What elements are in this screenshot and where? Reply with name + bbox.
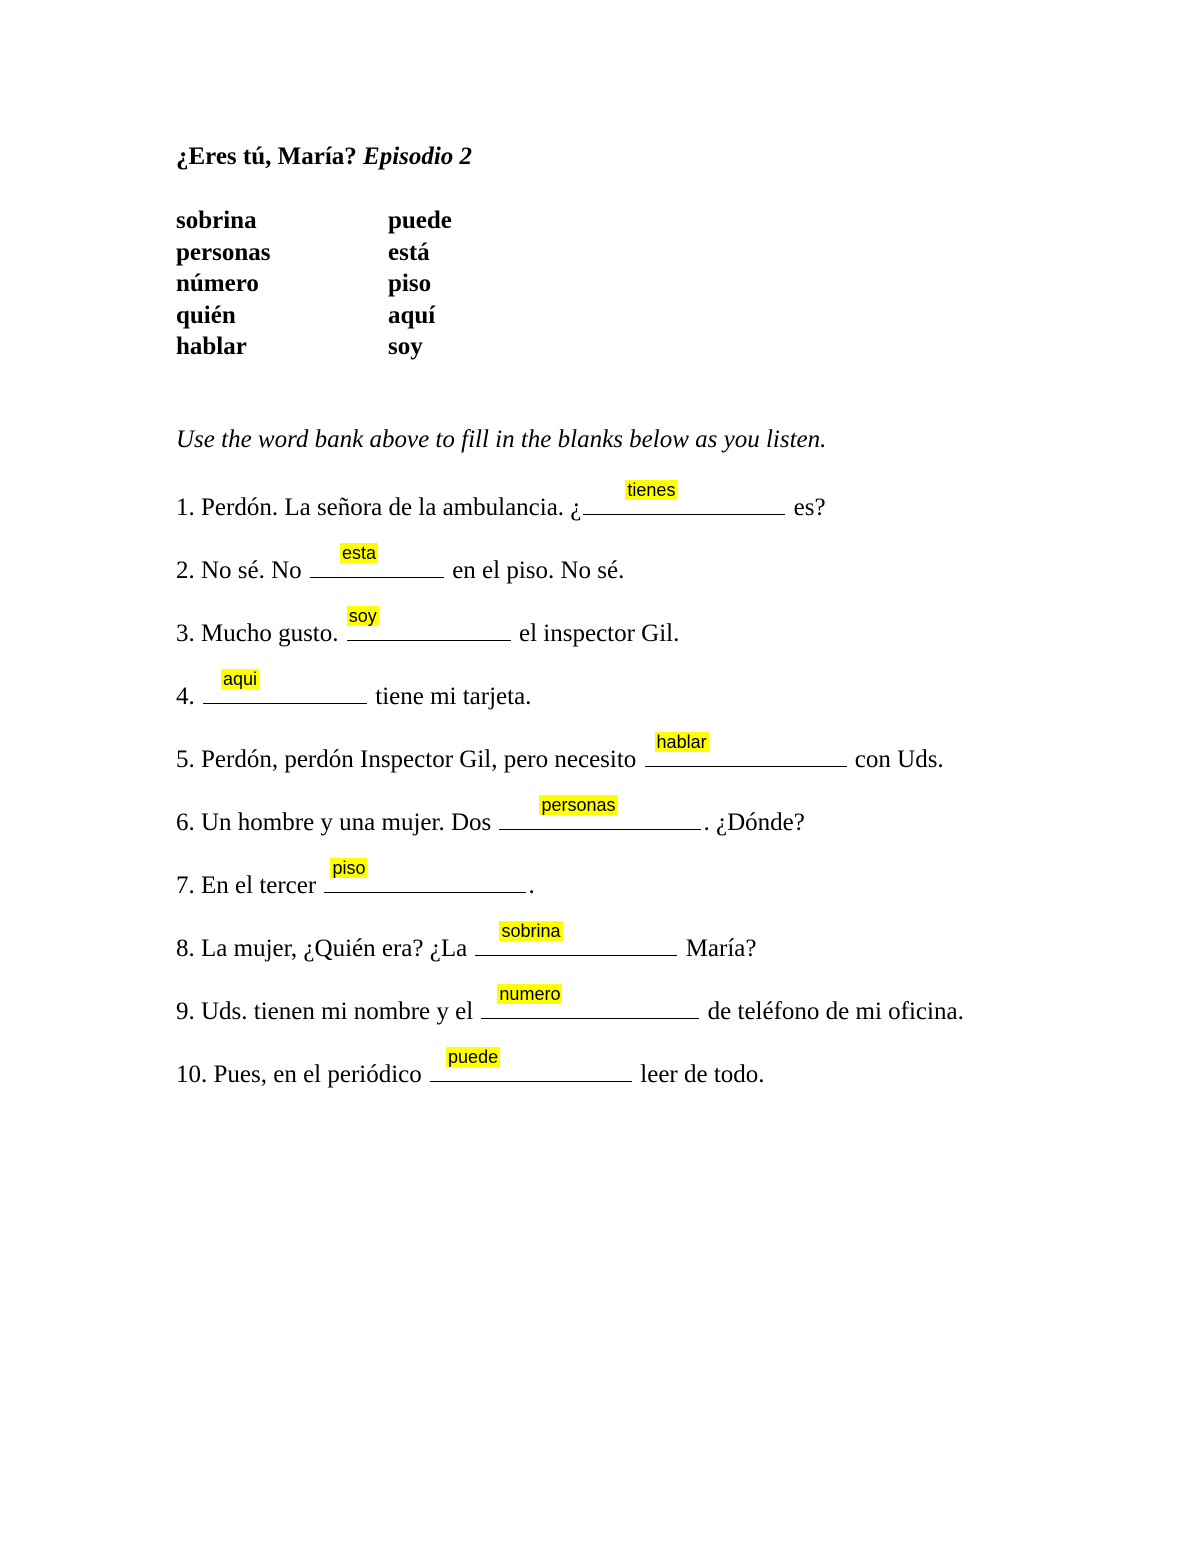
answer-highlight: personas <box>541 795 616 815</box>
question-item-3 <box>176 606 680 649</box>
title-main: ¿Eres tú, María? <box>176 143 357 170</box>
question-text-after: . ¿Dónde? <box>703 809 805 836</box>
question-text-before: 3. Mucho gusto. <box>176 620 345 647</box>
question-text-before: 10. Pues, en el periódico <box>176 1061 429 1088</box>
question-text-before: 8. La mujer, ¿Quién era? ¿La <box>176 935 474 962</box>
word-bank-word: sobrina <box>176 207 257 234</box>
instructions: Use the word bank above to fill in the blanks below as you listen. <box>176 426 827 453</box>
question-item-1 <box>176 480 826 523</box>
question-text-before: 9. Uds. tienen mi nombre y el <box>176 998 480 1025</box>
answer-highlight: soy <box>348 606 377 626</box>
answer-blank[interactable] <box>310 543 444 578</box>
answer-blank[interactable] <box>347 606 511 641</box>
answer-blank[interactable] <box>324 858 526 893</box>
word-bank-word: piso <box>388 270 432 297</box>
question-text-after: . <box>528 872 535 899</box>
answer-highlight: hablar <box>656 732 707 752</box>
word-bank-word: quién <box>176 301 236 329</box>
answer-blank[interactable] <box>203 669 367 704</box>
word-bank-row <box>176 331 676 363</box>
answer-highlight: esta <box>341 543 376 563</box>
question-item-9 <box>176 984 964 1027</box>
word-bank <box>176 205 676 363</box>
answer-blank[interactable] <box>430 1047 632 1082</box>
question-text-before: 1. Perdón. La señora de la ambulancia. ¿ <box>176 494 582 521</box>
answer-highlight: numero <box>499 984 561 1004</box>
answer-highlight: tienes <box>627 480 676 500</box>
answer-blank[interactable] <box>481 984 699 1019</box>
question-text-before: 7. En el tercer <box>176 872 323 899</box>
question-item-10 <box>176 1047 765 1090</box>
answer-highlight: aqui <box>223 669 258 689</box>
word-bank-row <box>176 268 676 300</box>
word-bank-row <box>176 237 676 269</box>
question-text-after: en el piso. No sé. <box>445 557 625 584</box>
word-bank-word: hablar <box>176 333 247 360</box>
word-bank-row <box>176 300 676 332</box>
question-text-after: de teléfono de mi oficina. <box>701 998 964 1025</box>
word-bank-row <box>176 205 676 237</box>
answer-blank[interactable] <box>475 921 677 956</box>
question-item-7 <box>176 858 535 901</box>
question-item-4 <box>176 669 532 712</box>
answer-highlight: piso <box>332 858 366 878</box>
question-text-before: 5. Perdón, perdón Inspector Gil, pero necesito <box>176 746 643 773</box>
question-text-before: 4. <box>176 683 201 710</box>
answer-blank[interactable] <box>499 795 701 830</box>
word-bank-word: está <box>388 238 430 266</box>
answer-blank[interactable] <box>583 480 785 515</box>
question-text-after: María? <box>679 935 757 962</box>
question-item-8 <box>176 921 757 964</box>
question-text-after: leer de todo. <box>634 1061 765 1088</box>
question-text-after: es? <box>787 494 826 521</box>
answer-highlight: puede <box>448 1047 499 1067</box>
question-item-6 <box>176 795 805 838</box>
word-bank-word: número <box>176 270 259 297</box>
question-text-after: tiene mi tarjeta. <box>369 683 532 710</box>
question-text-before: 6. Un hombre y una mujer. Dos <box>176 809 498 836</box>
question-item-2 <box>176 543 625 586</box>
answer-blank[interactable] <box>645 732 847 767</box>
title-episode: Episodio 2 <box>363 143 473 170</box>
word-bank-word: soy <box>388 333 423 360</box>
question-text-after: con Uds. <box>848 746 944 773</box>
answer-highlight: sobrina <box>501 921 561 941</box>
question-text-after: el inspector Gil. <box>512 620 680 647</box>
page-title <box>176 143 472 171</box>
word-bank-word: aquí <box>388 301 436 329</box>
question-text-before: 2. No sé. No <box>176 557 308 584</box>
word-bank-word: puede <box>388 207 452 234</box>
question-item-5 <box>176 732 944 775</box>
word-bank-word: personas <box>176 238 271 266</box>
